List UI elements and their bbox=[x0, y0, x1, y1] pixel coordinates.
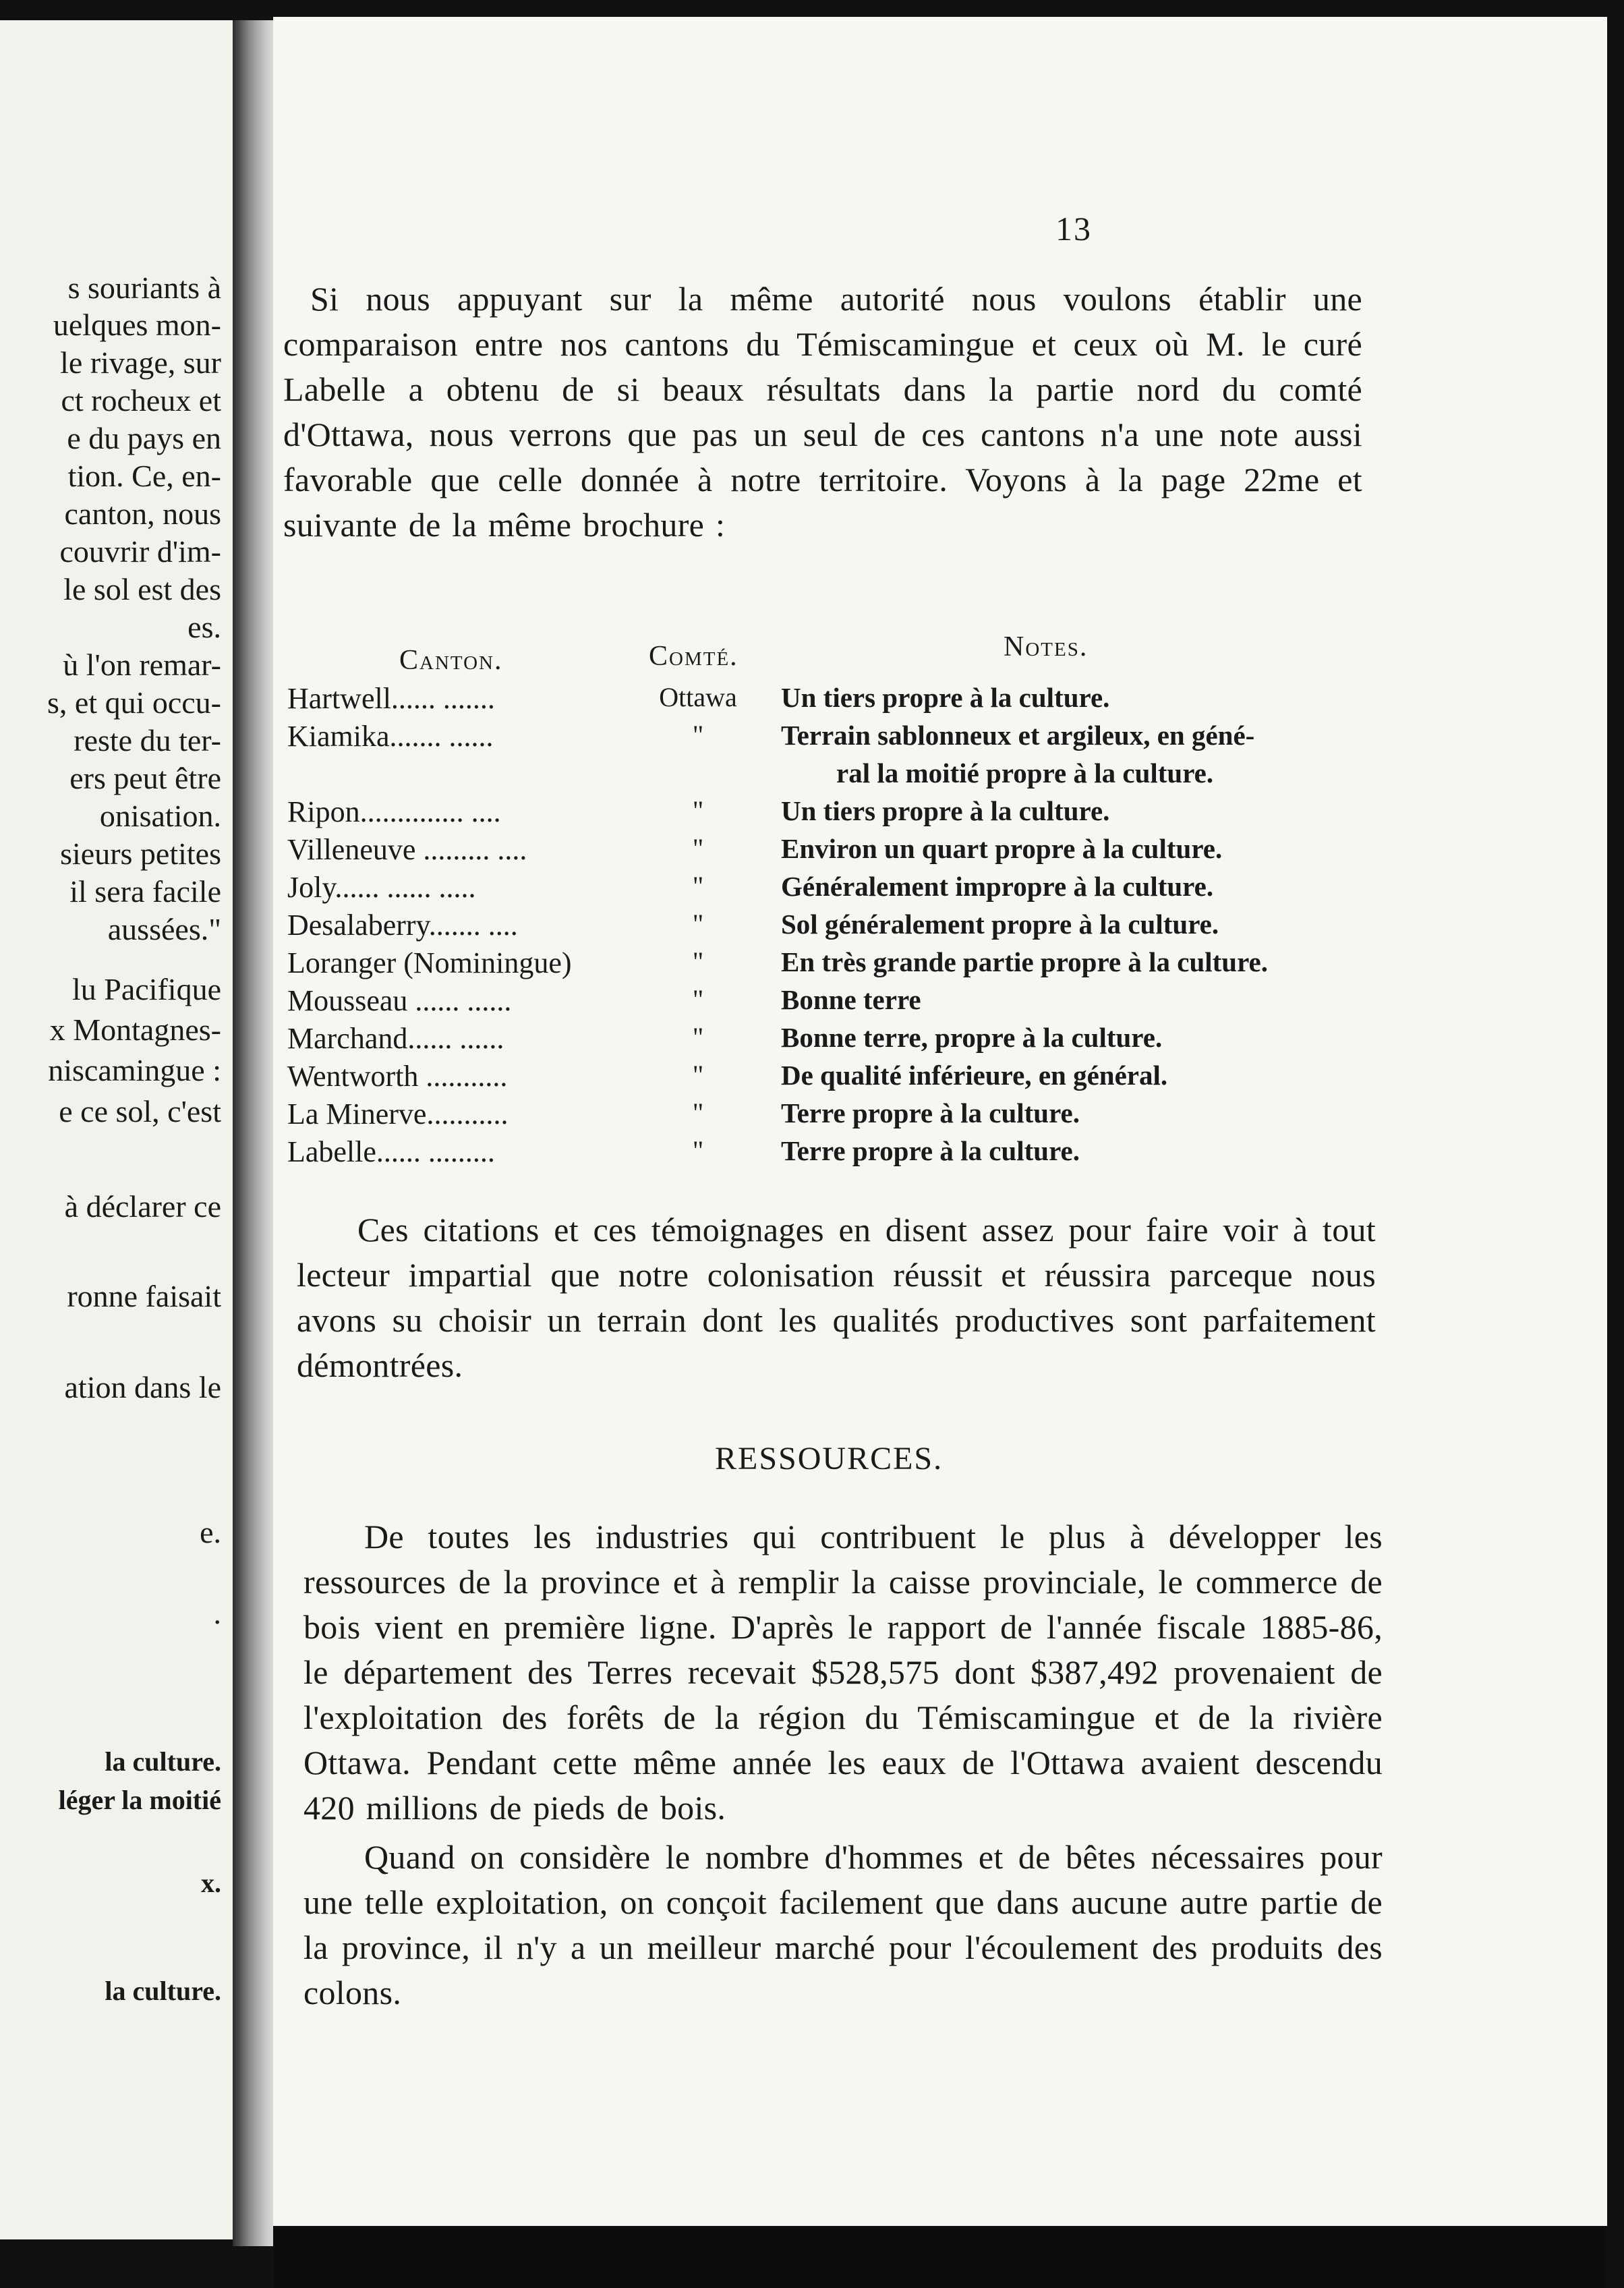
left-line: le rivage, sur bbox=[60, 345, 221, 380]
left-line: s souriants à bbox=[67, 270, 221, 305]
comte-name: " bbox=[692, 909, 704, 939]
table-row bbox=[283, 1021, 1389, 1059]
canton-name: Kiamika....... ...... bbox=[287, 720, 494, 753]
left-line: . bbox=[213, 1596, 221, 1630]
table-row bbox=[283, 983, 1389, 1021]
table-header-notes: Notes. bbox=[1004, 631, 1089, 662]
canton-note: De qualité inférieure, en général. bbox=[781, 1060, 1168, 1091]
left-line: ronne faisait bbox=[67, 1279, 221, 1313]
left-line: aussées." bbox=[107, 912, 221, 946]
canton-note: Terre propre à la culture. bbox=[781, 1097, 1080, 1128]
comte-name: " bbox=[692, 1060, 704, 1090]
canton-name: La Minerve........... bbox=[287, 1097, 509, 1131]
left-line: x Montagnes- bbox=[49, 1012, 221, 1047]
canton-name: Hartwell...... ....... bbox=[287, 682, 495, 715]
table-row bbox=[283, 1097, 1389, 1135]
canton-name: Labelle...... ......... bbox=[287, 1135, 495, 1168]
table-row bbox=[283, 908, 1389, 946]
section-heading: RESSOURCES. bbox=[715, 1441, 944, 1477]
comte-name: " bbox=[692, 720, 704, 750]
comte-name: " bbox=[692, 946, 704, 977]
left-line: sieurs petites bbox=[60, 836, 221, 871]
left-line: tion. Ce, en- bbox=[67, 459, 221, 493]
table-row bbox=[283, 681, 1389, 719]
canton-note: Bonne terre bbox=[781, 984, 921, 1015]
canton-note: Bonne terre, propre à la culture. bbox=[781, 1022, 1163, 1053]
resources-paragraph: Quand on considère le nombre d'hommes et de bêtes nécessaires pour une telle exploitation, on conçoit facilement que dans aucune autre partie de la province, il n'y a un meilleur marché pour l'écoulement des produits des colons. bbox=[303, 1838, 1383, 2011]
left-line: uelques mon- bbox=[53, 308, 221, 342]
canton-name: Desalaberry....... .... bbox=[287, 909, 518, 942]
intro-text: Si nous appuyant sur la même autorité nous voulons établir une comparaison entre nos cantons du Témiscamingue et ceux où M. le curé Labelle a obtenu de si beaux résultats dans la partie nord du comté d'Ottawa, nous verrons que pas un seul de ces cantons n'a une note aussi favorable que celle donnée à notre territoire. Voyons à la page 22me et suivante de la même brochure : bbox=[283, 280, 1362, 544]
left-line: à déclarer ce bbox=[64, 1189, 221, 1224]
left-line: x. bbox=[201, 1868, 221, 1898]
canton-name: Marchand...... ...... bbox=[287, 1022, 504, 1055]
left-line: la culture. bbox=[105, 1746, 221, 1777]
canton-note: Terre propre à la culture. bbox=[781, 1135, 1080, 1166]
canton-note: Un tiers propre à la culture. bbox=[781, 795, 1110, 826]
conclusion-paragraph bbox=[297, 1207, 1376, 1388]
left-line: onisation. bbox=[99, 799, 221, 833]
comte-name: " bbox=[692, 833, 704, 863]
canton-name: Loranger (Nominingue) bbox=[287, 946, 572, 979]
conclusion-text: Ces citations et ces témoignages en disent assez pour faire voir à tout lecteur impartial que notre colonisation réussit et réussira parceque nous avons su choisir un terrain dont les qualités productives sont parfaitement démontrées. bbox=[297, 1211, 1376, 1384]
table-row bbox=[283, 832, 1389, 870]
canton-note-continued: ral la moitié propre à la culture. bbox=[836, 757, 1214, 789]
left-line: ation dans le bbox=[64, 1370, 221, 1404]
left-line: es. bbox=[187, 610, 221, 644]
resources-paragraph: De toutes les industries qui contribuent le plus à développer les ressources de la province et à remplir la caisse provinciale, le commerce de bois vient en première ligne. D'après le rapport de l'année fiscale 1885-86, le département des Terres recevait $528,575 dont $387,492 provenaient de l'exploitation des forêts de la région du Témiscamingue et de la rivière Ottawa. Pendant cette même année les eaux de l'Ottawa avaient descendu 420 millions de pieds de bois. bbox=[303, 1518, 1383, 1827]
left-line: le sol est des bbox=[63, 572, 221, 606]
intro-paragraph bbox=[283, 277, 1362, 548]
canton-note: Un tiers propre à la culture. bbox=[781, 682, 1110, 713]
left-line: ers peut être bbox=[69, 761, 221, 795]
left-line: léger la moitié bbox=[58, 1785, 221, 1815]
scan-border bbox=[273, 2226, 1607, 2288]
table-row bbox=[283, 719, 1389, 789]
canton-note: Terrain sablonneux et argileux, en géné- bbox=[781, 720, 1255, 751]
canton-name: Joly...... ...... ..... bbox=[287, 871, 476, 904]
comte-name: Ottawa bbox=[659, 682, 737, 712]
canton-name: Villeneuve ......... .... bbox=[287, 833, 527, 866]
table-header-comte: Comté. bbox=[649, 641, 738, 672]
main-page bbox=[273, 17, 1607, 2236]
page-number: 13 bbox=[1055, 210, 1092, 248]
canton-note: En très grande partie propre à la culture. bbox=[781, 946, 1269, 977]
table-row bbox=[283, 1135, 1389, 1172]
left-page-fragment bbox=[0, 20, 236, 2239]
canton-name: Ripon.............. .... bbox=[287, 795, 501, 828]
comte-name: " bbox=[692, 1097, 704, 1128]
left-line: niscamingue : bbox=[48, 1053, 221, 1087]
table-row bbox=[283, 795, 1389, 832]
comte-name: " bbox=[692, 1022, 704, 1052]
canton-name: Wentworth ........... bbox=[287, 1060, 508, 1093]
left-line: la culture. bbox=[105, 1976, 221, 2006]
left-line: e du pays en bbox=[67, 421, 221, 455]
left-line: e. bbox=[200, 1515, 221, 1549]
comte-name: " bbox=[692, 1135, 704, 1166]
table-row bbox=[283, 1059, 1389, 1097]
left-line: ct rocheux et bbox=[61, 383, 221, 418]
left-line: il sera facile bbox=[69, 874, 221, 909]
left-line: s, et qui occu- bbox=[47, 685, 221, 720]
left-line: lu Pacifique bbox=[72, 972, 221, 1006]
table-row bbox=[283, 870, 1389, 908]
left-line: canton, nous bbox=[64, 496, 221, 531]
table-row bbox=[283, 946, 1389, 983]
resources-section bbox=[303, 1514, 1383, 2015]
canton-name: Mousseau ...... ...... bbox=[287, 984, 512, 1017]
comte-name: " bbox=[692, 984, 704, 1014]
canton-note: Environ un quart propre à la culture. bbox=[781, 833, 1223, 864]
left-line: ù l'on remar- bbox=[63, 648, 221, 682]
canton-note: Généralement impropre à la culture. bbox=[781, 871, 1214, 902]
left-line: e ce sol, c'est bbox=[59, 1094, 221, 1128]
canton-note: Sol généralement propre à la culture. bbox=[781, 909, 1219, 940]
left-line: couvrir d'im- bbox=[59, 534, 221, 569]
comte-name: " bbox=[692, 795, 704, 826]
left-line: reste du ter- bbox=[74, 723, 221, 757]
table-header-canton: Canton. bbox=[399, 645, 503, 676]
comte-name: " bbox=[692, 871, 704, 901]
